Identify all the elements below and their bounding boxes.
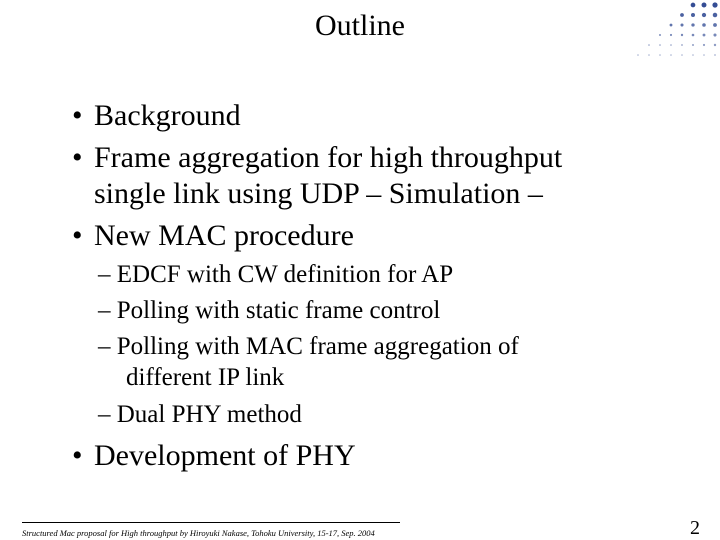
decorative-dot [702,3,707,8]
decorative-dot [681,34,683,36]
decorative-dot [670,24,673,27]
footer-text: Structured Mac proposal for High throughput by Hiroyuki Nakase, Tohoku University, 15-17, Sep. 2004 [22,528,375,538]
decorative-dot [691,23,694,26]
sub-bullet-item: – Dual PHY method [98,401,302,428]
bullet-text: New MAC procedure [94,219,354,252]
decorative-dot [714,54,716,56]
decorative-dot [670,44,672,46]
sub-bullet-continuation: different IP link [126,364,285,391]
sub-bullet-item: – EDCF with CW definition for AP [98,261,454,288]
decorative-dot [712,2,717,7]
decorative-dot [648,44,650,46]
page-number: 2 [690,517,700,539]
decorative-dot [692,44,694,46]
decorative-dot [691,3,696,8]
decorative-dot [702,13,706,17]
decorative-dot [637,54,639,56]
decorative-dot [680,23,683,26]
decorative-dot [691,13,695,17]
bullet-text: single link using UDP – Simulation – [94,177,543,210]
decorative-dot [670,34,672,36]
bullet-marker: • [72,439,83,472]
decorative-dot [659,44,661,46]
bullet-text: Background [94,99,241,132]
bullet-text: Frame aggregation for high throughput [94,141,563,174]
decorative-dot [659,34,661,36]
bullet-marker: • [72,219,83,252]
sub-bullet-item: – Polling with static frame control [98,297,441,324]
decorative-dots [632,0,720,62]
decorative-dot [681,54,683,56]
decorative-dot [670,54,672,56]
bullet-text: Development of PHY [94,439,356,472]
decorative-dot [713,13,718,18]
decorative-dot [703,44,705,46]
bullet-marker: • [72,99,83,132]
decorative-dot [703,34,706,37]
decorative-dot [692,34,695,37]
footer-rule [22,522,400,523]
decorative-dot [648,54,650,56]
slide-title: Outline [315,9,405,42]
decorative-dot [703,54,705,56]
decorative-dot [680,13,684,17]
decorative-dot [702,23,706,27]
decorative-dot [714,44,716,46]
bullet-marker: • [72,141,83,174]
decorative-dot [659,54,661,56]
decorative-dot [713,33,716,36]
sub-bullet-item: – Polling with MAC frame aggregation of [98,333,519,360]
decorative-dot [681,44,683,46]
decorative-dot [692,54,694,56]
decorative-dot [713,23,717,27]
